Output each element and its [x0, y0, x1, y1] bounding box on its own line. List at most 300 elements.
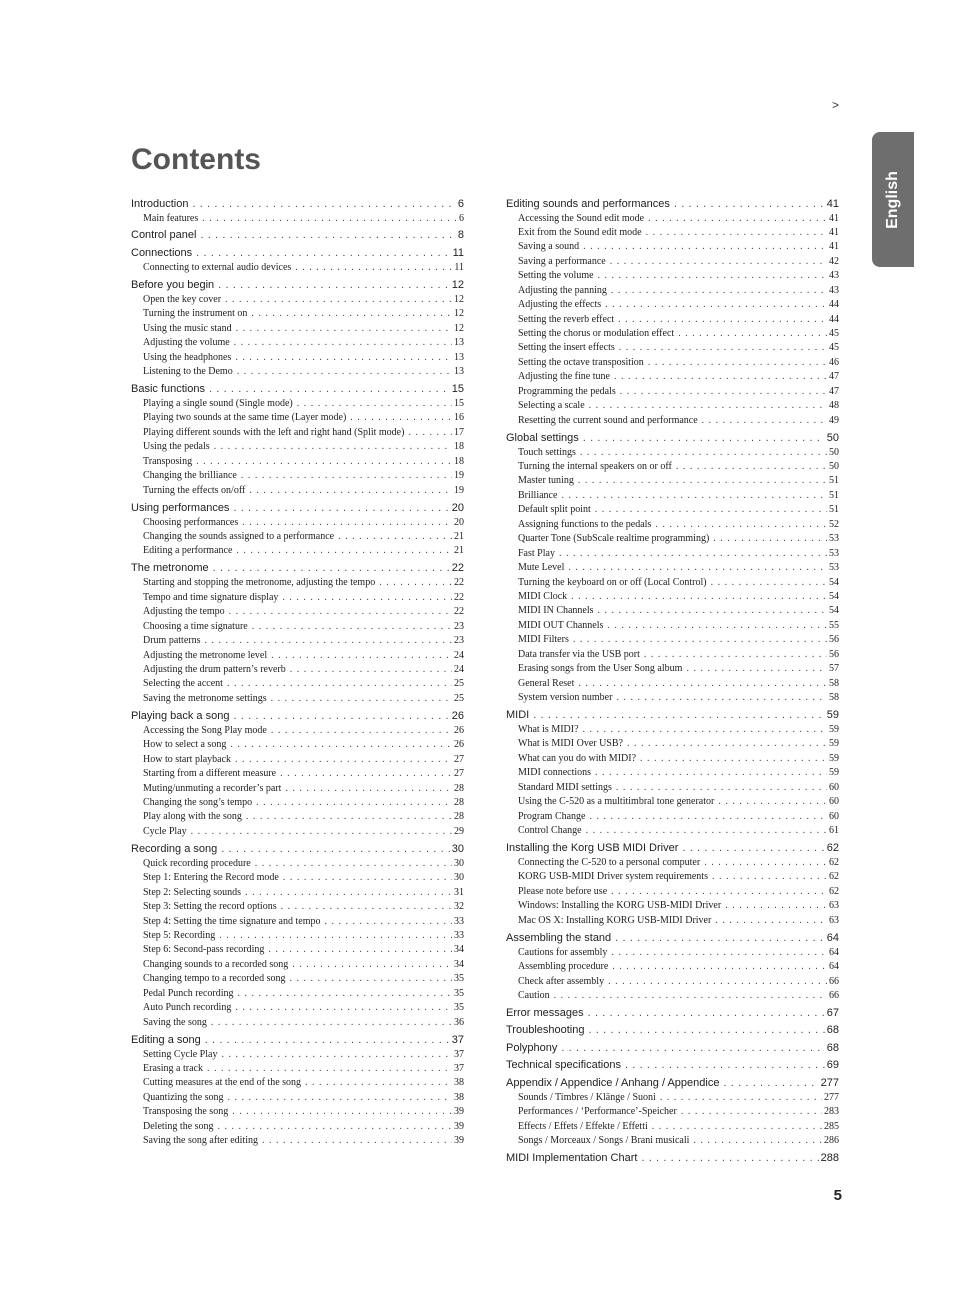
leader-dots	[236, 544, 452, 558]
toc-section-page: 67	[826, 1006, 839, 1019]
toc-section-page: 30	[451, 842, 464, 855]
leader-dots	[578, 474, 827, 488]
leader-dots	[723, 1076, 818, 1091]
toc-subentry[interactable]	[131, 469, 464, 483]
toc-subentry[interactable]	[131, 591, 464, 605]
toc-subentry-page: 277	[824, 1091, 839, 1103]
toc-subentry-page: 35	[454, 1002, 464, 1014]
leader-dots	[595, 766, 827, 780]
leader-dots	[713, 532, 827, 546]
toc-subentry-title: Quick recording procedure	[143, 857, 251, 869]
toc-subentry[interactable]	[131, 1001, 464, 1015]
toc-subentry-title: Saving the song after editing	[143, 1135, 258, 1147]
toc-subentry-page: 11	[454, 261, 464, 273]
leader-dots	[281, 900, 452, 914]
toc-subentry[interactable]	[131, 516, 464, 530]
toc-section-page: 277	[820, 1076, 839, 1089]
toc-subentry[interactable]	[131, 987, 464, 1001]
toc-subentry-page: 60	[829, 781, 839, 793]
toc-subentry[interactable]	[506, 590, 839, 604]
toc-section-entry[interactable]	[506, 1076, 839, 1091]
leader-dots	[191, 825, 452, 839]
toc-subentry[interactable]	[131, 1016, 464, 1030]
leader-dots	[252, 620, 452, 634]
toc-subentry-title: What is MIDI Over USB?	[518, 738, 623, 750]
leader-dots	[237, 365, 452, 379]
toc-subentry-page: 27	[454, 753, 464, 765]
leader-dots	[616, 691, 827, 705]
toc-subentry[interactable]	[506, 446, 839, 460]
toc-subentry[interactable]	[506, 1105, 839, 1119]
toc-subentry-page: 21	[454, 531, 464, 542]
toc-section-entry[interactable]	[506, 197, 839, 212]
toc-subentry[interactable]	[506, 619, 839, 633]
toc-subentry[interactable]	[131, 351, 464, 365]
leader-dots	[249, 484, 452, 498]
toc-subentry-page: 47	[829, 371, 839, 383]
toc-subentry[interactable]	[131, 1105, 464, 1119]
toc-subentry-page: 52	[829, 518, 839, 530]
leader-dots	[652, 1120, 822, 1134]
toc-subentry[interactable]	[506, 1120, 839, 1134]
toc-subentry[interactable]	[131, 605, 464, 619]
toc-subentry[interactable]	[131, 649, 464, 663]
toc-subentry[interactable]	[506, 489, 839, 503]
toc-section-entry[interactable]	[506, 1151, 839, 1166]
toc-subentry[interactable]	[131, 958, 464, 972]
toc-section-title: Basic functions	[131, 383, 205, 395]
leader-dots	[595, 503, 827, 517]
leader-dots	[616, 781, 827, 795]
toc-section-entry[interactable]	[131, 709, 464, 724]
leader-dots	[644, 648, 827, 662]
leader-dots	[196, 246, 450, 261]
toc-section-entry[interactable]	[506, 431, 839, 446]
toc-subentry[interactable]	[131, 634, 464, 648]
toc-section-entry[interactable]	[131, 278, 464, 293]
toc-subentry[interactable]	[506, 298, 839, 312]
toc-section-page: 50	[826, 431, 839, 444]
toc-subentry-page: 50	[829, 446, 839, 458]
toc-subentry-title: Performances / ‘Performance’-Speicher	[518, 1106, 677, 1118]
leader-dots	[211, 1016, 452, 1030]
leader-dots	[218, 278, 450, 293]
toc-section-title: Editing sounds and performances	[506, 197, 670, 210]
toc-subentry-page: 64	[829, 961, 839, 973]
toc-subentry[interactable]	[131, 929, 464, 943]
toc-subentry[interactable]	[131, 871, 464, 885]
leader-dots	[236, 322, 452, 336]
toc-subentry[interactable]	[506, 604, 839, 618]
toc-subentry[interactable]	[506, 240, 839, 254]
toc-subentry[interactable]	[506, 648, 839, 662]
leader-dots	[214, 440, 452, 454]
toc-subentry[interactable]	[131, 900, 464, 914]
toc-subentry-title: Exit from the Sound edit mode	[518, 226, 642, 238]
toc-subentry[interactable]	[506, 723, 839, 737]
toc-subentry[interactable]	[131, 1076, 464, 1090]
toc-subentry-title: Erasing songs from the User Song album	[518, 663, 683, 675]
toc-subentry[interactable]	[506, 1091, 839, 1105]
toc-subentry-page: 36	[454, 1016, 464, 1028]
toc-subentry[interactable]	[131, 455, 464, 469]
toc-subentry[interactable]	[131, 411, 464, 425]
toc-subentry[interactable]	[131, 1048, 464, 1062]
toc-subentry-title: MIDI connections	[518, 767, 592, 779]
leader-dots	[648, 356, 827, 370]
toc-subentry[interactable]	[506, 662, 839, 676]
toc-subentry-page: 33	[454, 930, 464, 941]
leader-dots	[295, 261, 452, 275]
toc-section-entry[interactable]	[506, 931, 839, 946]
leader-dots	[209, 382, 450, 397]
leader-dots	[712, 870, 827, 884]
toc-subentry[interactable]	[131, 915, 464, 929]
toc-subentry[interactable]	[131, 886, 464, 900]
toc-subentry-page: 53	[829, 533, 839, 545]
next-page-arrow-icon: >	[832, 98, 840, 112]
toc-subentry[interactable]	[131, 972, 464, 986]
toc-subentry-title: What can you do with MIDI?	[518, 752, 637, 764]
toc-subentry[interactable]	[131, 440, 464, 454]
toc-subentry-title: Adjusting the metronome level	[143, 649, 268, 661]
toc-subentry[interactable]	[506, 341, 839, 355]
toc-subentry[interactable]	[131, 544, 464, 558]
toc-subentry-page: 54	[829, 576, 839, 588]
toc-subentry[interactable]	[506, 691, 839, 705]
toc-section-entry[interactable]	[131, 501, 464, 516]
toc-subentry-title: Standard MIDI settings	[518, 781, 612, 793]
toc-subentry-title: KORG USB-MIDI Driver system requirements	[518, 871, 708, 883]
toc-subentry[interactable]	[506, 212, 839, 226]
toc-subentry-title: Connecting the C-520 to a personal computer	[518, 856, 701, 868]
leader-dots	[268, 943, 452, 957]
toc-section-entry[interactable]	[506, 1058, 839, 1073]
toc-section-title: Polyphony	[506, 1041, 558, 1054]
toc-subentry[interactable]	[506, 518, 839, 532]
leader-dots	[578, 677, 827, 691]
toc-subentry[interactable]	[506, 414, 839, 428]
toc-subentry[interactable]	[506, 356, 839, 370]
toc-section-title: Using performances	[131, 501, 230, 514]
toc-subentry[interactable]	[506, 781, 839, 795]
toc-subentry-title: Check after assembly	[518, 975, 605, 987]
toc-subentry-page: 32	[454, 901, 464, 913]
toc-subentry[interactable]	[131, 261, 464, 275]
toc-subentry[interactable]	[506, 914, 839, 928]
toc-section-title: Connections	[131, 246, 193, 259]
toc-subentry[interactable]	[506, 327, 839, 341]
toc-subentry-title: MIDI OUT Channels	[518, 619, 604, 631]
toc-subentry[interactable]	[131, 663, 464, 677]
toc-subentry[interactable]	[506, 313, 839, 327]
toc-subentry[interactable]	[506, 795, 839, 809]
toc-subentry-title: Resetting the current sound and performance	[518, 414, 698, 426]
toc-subentry-page: 59	[829, 723, 839, 735]
leader-dots	[297, 397, 452, 411]
toc-subentry-page: 35	[454, 973, 464, 985]
toc-section-entry[interactable]	[506, 1023, 839, 1038]
leader-dots	[292, 958, 452, 972]
leader-dots	[614, 370, 827, 384]
toc-subentry[interactable]	[506, 899, 839, 913]
toc-subentry-page: 43	[829, 270, 839, 282]
toc-subentry[interactable]	[506, 810, 839, 824]
toc-subentry-title: Turning the instrument on	[143, 308, 248, 320]
leader-dots	[305, 1076, 452, 1090]
toc-subentry-page: 39	[454, 1106, 464, 1118]
toc-subentry-page: 13	[454, 337, 464, 349]
toc-subentry-title: Playing a single sound (Single mode)	[143, 398, 293, 409]
toc-subentry-title: Assembling procedure	[518, 961, 609, 973]
leader-dots	[256, 796, 452, 810]
toc-subentry-title: Step 1: Entering the Record mode	[143, 872, 279, 884]
toc-subentry[interactable]	[131, 576, 464, 590]
toc-subentry[interactable]	[506, 503, 839, 517]
toc-subentry-title: Transposing	[143, 455, 193, 467]
toc-subentry-page: 23	[454, 635, 464, 647]
leader-dots	[611, 284, 827, 298]
toc-subentry-title: Step 5: Recording	[143, 930, 216, 941]
leader-dots	[583, 240, 827, 254]
toc-section-entry[interactable]	[131, 228, 464, 243]
toc-subentry[interactable]	[131, 724, 464, 738]
toc-subentry-page: 24	[454, 649, 464, 661]
leader-dots	[251, 307, 452, 321]
toc-subentry[interactable]	[131, 796, 464, 810]
toc-subentry[interactable]	[506, 766, 839, 780]
leader-dots	[718, 795, 827, 809]
toc-subentry-page: 21	[454, 545, 464, 557]
toc-subentry-page: 30	[454, 857, 464, 869]
toc-section-title: MIDI Implementation Chart	[506, 1152, 638, 1165]
toc-subentry-page: 51	[829, 475, 839, 487]
toc-subentry-title: Starting and stopping the metronome, adjusting the tempo	[143, 577, 376, 589]
toc-subentry[interactable]	[506, 870, 839, 884]
leader-dots	[641, 1151, 818, 1166]
toc-subentry[interactable]	[131, 484, 464, 498]
leader-dots	[219, 929, 452, 943]
toc-subentry-title: Listening to the Demo	[143, 366, 233, 378]
toc-section-page: 20	[451, 501, 464, 514]
leader-dots	[350, 411, 452, 425]
toc-subentry-title: Step 2: Selecting sounds	[143, 886, 242, 898]
toc-section-entry[interactable]	[506, 708, 839, 723]
leader-dots	[686, 662, 827, 676]
leader-dots	[648, 212, 827, 226]
leader-dots	[590, 810, 828, 824]
leader-dots	[192, 197, 455, 212]
toc-subentry-title: Adjusting the fine tune	[518, 371, 610, 383]
toc-subentry[interactable]	[131, 426, 464, 440]
toc-subentry-page: 56	[829, 648, 839, 660]
toc-subentry-page: 46	[829, 356, 839, 368]
leader-dots	[202, 212, 457, 226]
toc-subentry-title: How to start playback	[143, 753, 232, 765]
language-tab	[872, 132, 914, 267]
toc-subentry-page: 19	[454, 484, 464, 496]
toc-section-title: MIDI	[506, 708, 530, 721]
toc-subentry-title: Pedal Punch recording	[143, 987, 234, 999]
toc-subentry[interactable]	[506, 975, 839, 989]
toc-section-page: 59	[826, 708, 839, 721]
toc-section-entry[interactable]	[506, 841, 839, 856]
toc-subentry[interactable]	[131, 767, 464, 781]
toc-subentry[interactable]	[506, 460, 839, 474]
toc-subentry[interactable]	[506, 269, 839, 283]
toc-section-entry[interactable]	[506, 1041, 839, 1056]
leader-dots	[227, 677, 452, 691]
leader-dots	[241, 469, 452, 483]
leader-dots	[379, 576, 452, 590]
toc-subentry-title: Transposing the song	[143, 1106, 229, 1118]
toc-subentry[interactable]	[506, 255, 839, 269]
toc-subentry-page: 44	[829, 299, 839, 311]
toc-subentry-title: Playing two sounds at the same time (Layer mode)	[143, 412, 347, 424]
toc-subentry-title: Mac OS X: Installing KORG USB-MIDI Driver	[518, 914, 712, 926]
toc-section-entry[interactable]	[131, 382, 464, 397]
leader-dots	[676, 460, 827, 474]
leader-dots	[715, 914, 827, 928]
toc-subentry[interactable]	[506, 633, 839, 647]
toc-subentry[interactable]	[506, 1134, 839, 1148]
toc-subentry[interactable]	[131, 1062, 464, 1076]
toc-subentry-page: 53	[829, 547, 839, 559]
toc-section-title: Editing a song	[131, 1033, 201, 1046]
toc-section-page: 11	[452, 246, 464, 259]
toc-subentry[interactable]	[506, 576, 839, 590]
toc-subentry-title: Deleting the song	[143, 1120, 214, 1132]
leader-dots	[612, 960, 827, 974]
toc-subentry-page: 34	[454, 958, 464, 970]
toc-subentry[interactable]	[506, 737, 839, 751]
leader-dots	[255, 857, 452, 871]
leader-dots	[262, 1134, 452, 1148]
toc-subentry[interactable]	[506, 960, 839, 974]
toc-subentry-page: 44	[829, 313, 839, 325]
toc-subentry-title: Default split point	[518, 504, 591, 516]
toc-subentry[interactable]	[506, 752, 839, 766]
toc-subentry[interactable]	[131, 1134, 464, 1148]
toc-subentry[interactable]	[506, 399, 839, 413]
toc-subentry-page: 12	[454, 322, 464, 334]
toc-subentry[interactable]	[131, 825, 464, 839]
toc-subentry[interactable]	[131, 293, 464, 307]
leader-dots	[627, 737, 827, 751]
toc-subentry[interactable]	[506, 474, 839, 488]
leader-dots	[561, 1041, 824, 1056]
toc-subentry[interactable]	[131, 322, 464, 336]
toc-section-page: 69	[826, 1059, 839, 1072]
toc-section-entry[interactable]	[131, 197, 464, 212]
toc-subentry[interactable]	[131, 857, 464, 871]
toc-subentry[interactable]	[506, 226, 839, 240]
toc-section-entry[interactable]	[131, 246, 464, 261]
toc-subentry-page: 25	[454, 678, 464, 690]
toc-subentry-page: 28	[454, 782, 464, 794]
toc-subentry[interactable]	[131, 753, 464, 767]
toc-subentry-page: 45	[829, 328, 839, 339]
leader-dots	[233, 501, 449, 516]
toc-subentry-title: Setting the volume	[518, 270, 594, 282]
toc-subentry-page: 41	[829, 241, 839, 253]
toc-section-page: 6	[457, 197, 464, 210]
leader-dots	[571, 590, 827, 604]
toc-subentry-page: 66	[829, 975, 839, 987]
toc-section-entry[interactable]	[131, 561, 464, 576]
toc-subentry[interactable]	[131, 620, 464, 634]
toc-subentry[interactable]	[131, 307, 464, 321]
toc-subentry-page: 49	[829, 414, 839, 426]
toc-subentry[interactable]	[131, 782, 464, 796]
toc-subentry[interactable]	[506, 677, 839, 691]
toc-subentry[interactable]	[131, 530, 464, 544]
toc-subentry-title: Choosing performances	[143, 516, 239, 528]
toc-subentry[interactable]	[131, 677, 464, 691]
toc-subentry[interactable]	[506, 856, 839, 870]
toc-section-title: The metronome	[131, 562, 209, 575]
toc-section-entry[interactable]	[131, 842, 464, 857]
toc-subentry-title: Editing a performance	[143, 545, 233, 557]
leader-dots	[625, 1058, 825, 1073]
toc-subentry[interactable]	[506, 946, 839, 960]
toc-subentry[interactable]	[506, 385, 839, 399]
toc-subentry[interactable]	[506, 284, 839, 298]
leader-dots	[228, 1091, 452, 1105]
toc-subentry-title: Saving a performance	[518, 255, 606, 267]
leader-dots	[607, 619, 827, 633]
toc-subentry-page: 17	[454, 426, 464, 438]
toc-subentry[interactable]	[131, 336, 464, 350]
toc-subentry-title: Setting the chorus or modulation effect	[518, 328, 675, 339]
toc-subentry[interactable]	[506, 370, 839, 384]
toc-subentry[interactable]	[131, 810, 464, 824]
toc-subentry[interactable]	[131, 397, 464, 411]
toc-subentry[interactable]	[131, 943, 464, 957]
toc-subentry[interactable]	[506, 532, 839, 546]
toc-subentry[interactable]	[131, 1091, 464, 1105]
leader-dots	[285, 782, 452, 796]
toc-subentry-title: Assigning functions to the pedals	[518, 518, 652, 530]
toc-subentry-title: Setting the insert effects	[518, 342, 615, 354]
toc-subentry[interactable]	[131, 212, 464, 226]
leader-dots	[271, 692, 452, 706]
toc-subentry[interactable]	[131, 738, 464, 752]
toc-subentry-page: 59	[829, 738, 839, 750]
leader-dots	[711, 576, 827, 590]
toc-subentry[interactable]	[506, 989, 839, 1003]
toc-section-entry[interactable]	[131, 1033, 464, 1048]
toc-subentry[interactable]	[131, 692, 464, 706]
toc-subentry[interactable]	[506, 885, 839, 899]
toc-subentry-page: 53	[829, 562, 839, 574]
toc-section-entry[interactable]	[506, 1006, 839, 1021]
toc-subentry-title: Caution	[518, 989, 550, 1001]
toc-subentry-title: Programming the pedals	[518, 385, 616, 397]
toc-subentry[interactable]	[506, 824, 839, 838]
toc-subentry-title: Songs / Morceaux / Songs / Brani musicali	[518, 1135, 690, 1147]
leader-dots	[610, 255, 827, 269]
toc-subentry[interactable]	[131, 1120, 464, 1134]
toc-subentry-page: 27	[454, 768, 464, 780]
toc-subentry[interactable]	[131, 365, 464, 379]
toc-subentry-page: 37	[454, 1048, 464, 1060]
toc-subentry-title: Effects / Effets / Effekte / Effetti	[518, 1120, 648, 1132]
leader-dots	[608, 975, 827, 989]
toc-subentry[interactable]	[506, 561, 839, 575]
toc-subentry[interactable]	[506, 547, 839, 561]
toc-subentry-title: Sounds / Timbres / Klänge / Suoni	[518, 1091, 656, 1103]
